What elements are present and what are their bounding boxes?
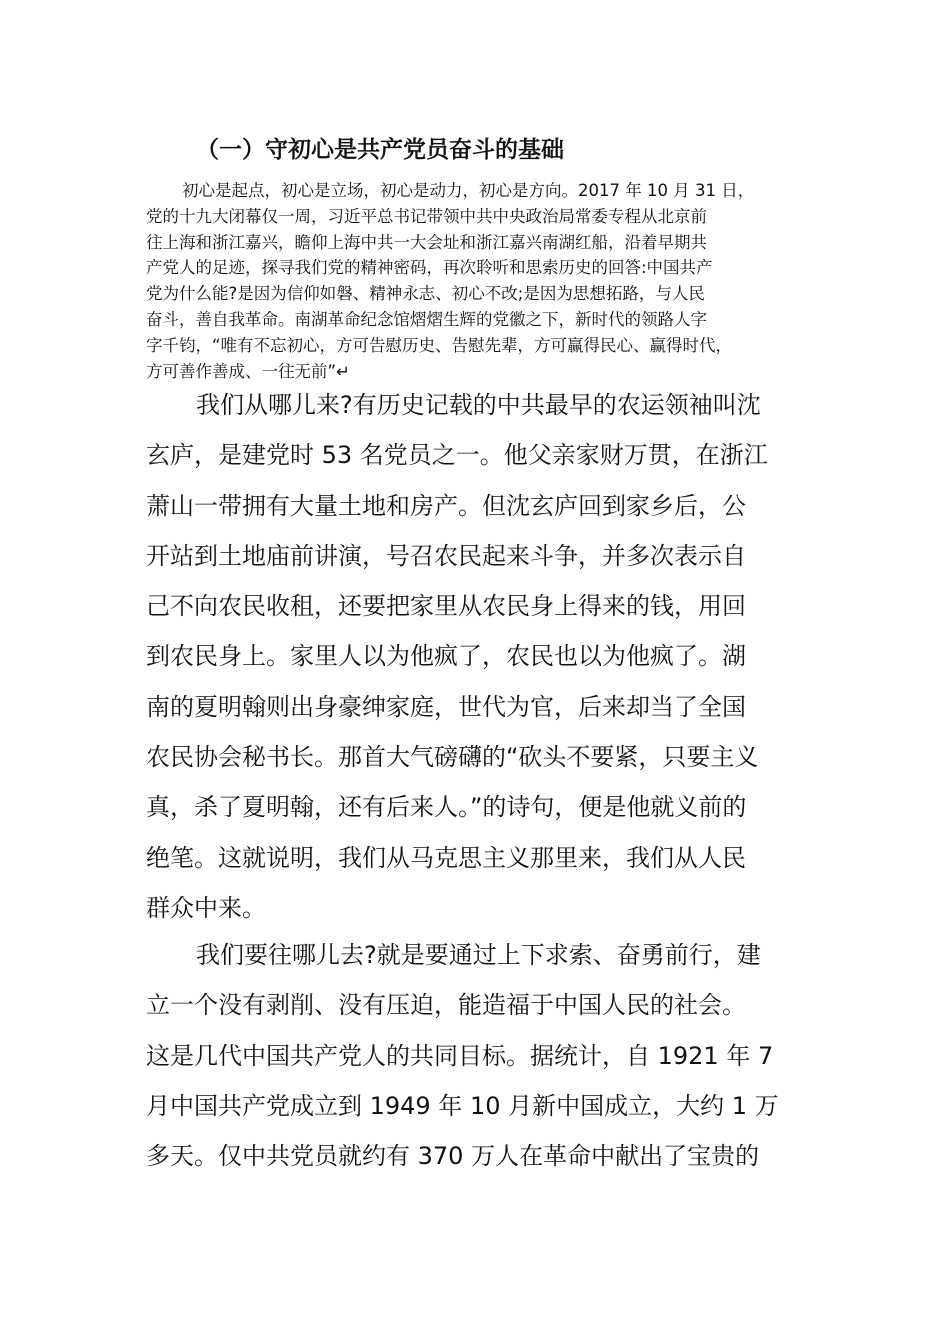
text-line: 开站到土地庙前讲演，号召农民起来斗争，并多次表示自	[146, 541, 746, 570]
text-line: 玄庐，是建党时 53 名党员之一。他父亲家财万贯，在浙江	[146, 441, 768, 470]
text-line: 字千钧，“唯有不忘初心，方可告慰历史、告慰先辈，方可赢得民心、赢得时代，	[146, 335, 733, 355]
intro-paragraph	[146, 178, 836, 384]
text-line: 我们要往哪儿去?就是要通过上下求索、奋勇前行，建	[196, 941, 761, 969]
text-line: 立一个没有剥削、没有压迫，能造福于中国人民的社会。	[146, 991, 746, 1020]
text-line: 奋斗，善自我革命。南湖革命纪念馆熠熠生辉的党徽之下，新时代的领路人字	[146, 309, 707, 329]
text-line: 方可善作善成、一往无前”↵	[146, 361, 350, 381]
text-line: 农民协会秘书长。那首大气磅礴的“砍头不要紧，只要主义	[146, 743, 759, 772]
text-line: 往上海和浙江嘉兴，瞻仰上海中共一大会址和浙江嘉兴南湖红船，沿着早期共	[146, 232, 707, 252]
text-line: 己不向农民收租，还要把家里从农民身上得来的钱，用回	[146, 592, 746, 621]
text-line: 党为什么能?是因为信仰如磐、精神永志、初心不改;是因为思想拓路，与人民	[146, 284, 705, 304]
text-line: 初心是起点，初心是立场，初心是动力，初心是方向。2017 年 10 月 31 日，	[182, 181, 755, 200]
text-line: 产党人的足迹，探寻我们党的精神密码，再次聆听和思索历史的回答:中国共产	[146, 258, 713, 278]
text-line: 到农民身上。家里人以为他疯了，农民也以为他疯了。湖	[146, 642, 746, 671]
text-line: 多天。仅中共党员就约有 370 万人在革命中献出了宝贵的	[146, 1142, 760, 1171]
text-line: 南的夏明翰则出身豪绅家庭，世代为官，后来却当了全国	[146, 692, 746, 721]
body-paragraph-destination	[146, 930, 826, 1181]
text-line: 党的十九大闭幕仅一周，习近平总书记带领中共中央政治局常委专程从北京前	[146, 206, 707, 226]
text-line: 萧山一带拥有大量土地和房产。但沈玄庐回到家乡后，公	[146, 491, 746, 520]
text-line: 这是几代中国共产党人的共同目标。据统计，自 1921 年 7	[146, 1041, 774, 1070]
section-heading: （一）守初心是共产党员奋斗的基础	[196, 137, 564, 163]
text-line: 真，杀了夏明翰，还有后来人。”的诗句，便是他就义前的	[146, 793, 747, 822]
text-line: 绝笔。这就说明，我们从马克思主义那里来，我们从人民	[146, 843, 746, 872]
text-line: 月中国共产党成立到 1949 年 10 月新中国成立，大约 1 万	[146, 1091, 779, 1120]
body-paragraph-origin	[146, 380, 826, 933]
text-line: 我们从哪儿来?有历史记载的中共最早的农运领袖叫沈	[196, 391, 761, 419]
text-line: 群众中来。	[146, 893, 266, 922]
